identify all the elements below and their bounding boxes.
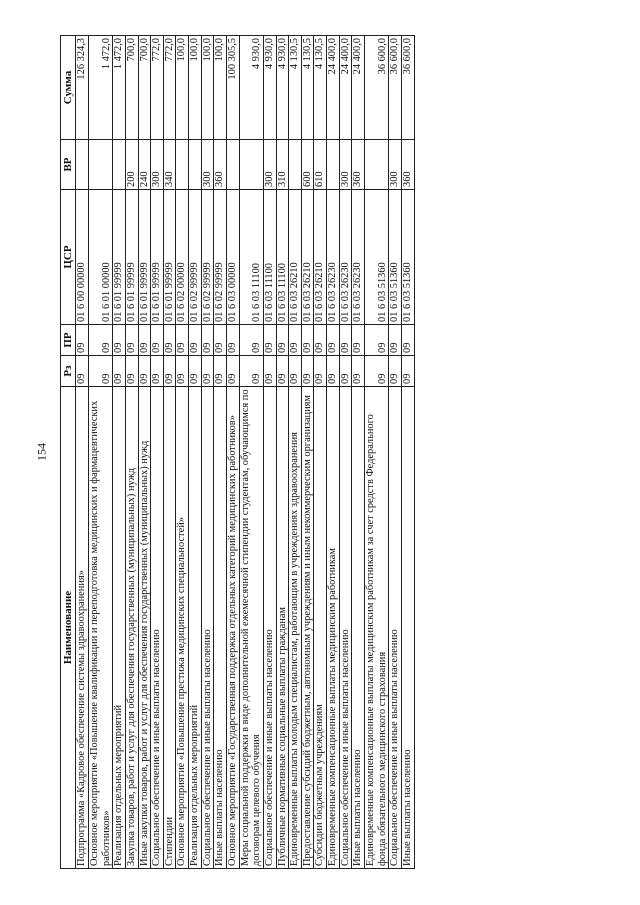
cell-vr: 300 (263, 140, 276, 190)
cell-csr: 01 6 03 51360 (365, 190, 389, 325)
table-row (389, 36, 402, 869)
table-row (151, 36, 164, 869)
cell-csr: 01 6 01 99999 (113, 190, 126, 325)
cell-name: Социальное обеспечение и иные выплаты населению (151, 387, 164, 869)
cell-csr: 01 6 01 00000 (88, 190, 112, 325)
cell-vr: 300 (339, 140, 352, 190)
table-row (176, 36, 189, 869)
cell-name: Иные выплаты населению (352, 387, 365, 869)
cell-name: Социальное обеспечение и иные выплаты населению (339, 387, 352, 869)
cell-pr: 09 (389, 325, 402, 356)
table-row (125, 36, 138, 869)
cell-vr (189, 140, 202, 190)
table-row (301, 36, 314, 869)
cell-vr: 610 (314, 140, 327, 190)
cell-rz: 09 (327, 356, 340, 387)
header-pr: ПР (61, 325, 76, 356)
cell-pr: 09 (163, 325, 176, 356)
cell-csr: 01 6 03 51360 (401, 190, 414, 325)
cell-name: Иные закупки товаров, работ и услуг для обеспечения государственных (муниципальных) нужд (138, 387, 151, 869)
cell-vr (113, 140, 126, 190)
cell-pr: 09 (263, 325, 276, 356)
cell-pr: 09 (125, 325, 138, 356)
cell-vr: 600 (301, 140, 314, 190)
table-stage (60, 36, 576, 869)
cell-sum: 100,0 (189, 36, 202, 140)
cell-rz: 09 (227, 356, 240, 387)
cell-name: Реализация отдельных мероприятий (113, 387, 126, 869)
table-row (113, 36, 126, 869)
cell-sum: 4 930,0 (263, 36, 276, 140)
cell-csr: 01 6 03 11100 (276, 190, 289, 325)
cell-csr: 01 6 01 99999 (125, 190, 138, 325)
cell-rz: 09 (314, 356, 327, 387)
cell-vr (76, 140, 89, 190)
cell-vr (289, 140, 302, 190)
cell-name: Единовременные компенсационные выплаты медицинским работникам (327, 387, 340, 869)
cell-rz: 09 (125, 356, 138, 387)
cell-sum: 36 600,0 (365, 36, 389, 140)
cell-sum: 4 930,0 (276, 36, 289, 140)
cell-name: Меры социальной поддержки в виде дополнительной ежемесячной стипендии студентам, обучающимся по договорам целевого обучения (239, 387, 263, 869)
cell-rz: 09 (88, 356, 112, 387)
cell-pr: 09 (189, 325, 202, 356)
cell-csr: 01 6 03 00000 (227, 190, 240, 325)
cell-csr: 01 6 03 11100 (263, 190, 276, 325)
cell-pr: 09 (289, 325, 302, 356)
cell-sum: 4 130,5 (314, 36, 327, 140)
cell-vr: 360 (214, 140, 227, 190)
cell-pr: 09 (88, 325, 112, 356)
cell-rz: 09 (163, 356, 176, 387)
cell-csr: 01 6 01 99999 (163, 190, 176, 325)
cell-sum: 4 930,0 (239, 36, 263, 140)
header-rz: Рз (61, 356, 76, 387)
header-csr: ЦСР (61, 190, 76, 325)
cell-name: Предоставление субсидий бюджетным, автономным учреждениям и иным некоммерческим организациям (301, 387, 314, 869)
cell-vr: 300 (151, 140, 164, 190)
cell-vr (365, 140, 389, 190)
cell-sum: 126 324,3 (76, 36, 89, 140)
cell-csr: 01 6 01 99999 (151, 190, 164, 325)
cell-name: Социальное обеспечение и иные выплаты населению (263, 387, 276, 869)
cell-name: Социальное обеспечение и иные выплаты населению (389, 387, 402, 869)
page-number: 154 (34, 443, 49, 461)
cell-sum: 24 400,0 (339, 36, 352, 140)
cell-vr: 360 (352, 140, 365, 190)
cell-pr: 09 (76, 325, 89, 356)
cell-sum: 700,0 (138, 36, 151, 140)
cell-name: Публичные нормативные социальные выплаты гражданам (276, 387, 289, 869)
cell-rz: 09 (76, 356, 89, 387)
cell-vr (239, 140, 263, 190)
cell-vr: 340 (163, 140, 176, 190)
cell-rz: 09 (389, 356, 402, 387)
table-row (327, 36, 340, 869)
cell-name: Основное мероприятие «Государственная поддержка отдельных категорий медицинских работников» (227, 387, 240, 869)
cell-pr: 09 (314, 325, 327, 356)
cell-name: Подпрограмма «Кадровое обеспечение системы здравоохранения» (76, 387, 89, 869)
table-row (189, 36, 202, 869)
cell-sum: 772,0 (151, 36, 164, 140)
cell-name: Единовременные компенсационные выплаты медицинским работникам за счет средств Федерального фонда обязательного медицинского страхования (365, 387, 389, 869)
cell-rz: 09 (201, 356, 214, 387)
cell-csr: 01 6 03 26210 (289, 190, 302, 325)
table-row (263, 36, 276, 869)
cell-name: Реализация отдельных мероприятий (189, 387, 202, 869)
cell-sum: 100,0 (201, 36, 214, 140)
table-row (339, 36, 352, 869)
cell-csr: 01 6 03 26210 (314, 190, 327, 325)
table-row (138, 36, 151, 869)
cell-sum: 772,0 (163, 36, 176, 140)
cell-pr: 09 (151, 325, 164, 356)
cell-csr: 01 6 03 26230 (339, 190, 352, 325)
cell-csr: 01 6 03 11100 (239, 190, 263, 325)
cell-pr: 09 (176, 325, 189, 356)
cell-pr: 09 (239, 325, 263, 356)
cell-pr: 09 (339, 325, 352, 356)
cell-csr: 01 6 03 26230 (352, 190, 365, 325)
table-row (352, 36, 365, 869)
cell-pr: 09 (214, 325, 227, 356)
cell-rz: 09 (289, 356, 302, 387)
cell-pr: 09 (113, 325, 126, 356)
cell-rz: 09 (365, 356, 389, 387)
cell-rz: 09 (138, 356, 151, 387)
cell-csr: 01 6 02 99999 (214, 190, 227, 325)
cell-vr (88, 140, 112, 190)
cell-name: Основное мероприятие «Повышение квалификации и переподготовка медицинских и фармацевтических работников» (88, 387, 112, 869)
cell-name: Иные выплаты населению (214, 387, 227, 869)
cell-csr: 01 6 02 00000 (176, 190, 189, 325)
cell-rz: 09 (339, 356, 352, 387)
header-vr: ВР (61, 140, 76, 190)
cell-rz: 09 (151, 356, 164, 387)
cell-vr (176, 140, 189, 190)
cell-sum: 4 130,5 (289, 36, 302, 140)
cell-pr: 09 (301, 325, 314, 356)
cell-sum: 24 400,0 (327, 36, 340, 140)
table-row (214, 36, 227, 869)
cell-sum: 700,0 (125, 36, 138, 140)
cell-pr: 09 (227, 325, 240, 356)
cell-vr: 240 (138, 140, 151, 190)
cell-vr: 310 (276, 140, 289, 190)
cell-sum: 1 472,0 (88, 36, 112, 140)
cell-sum: 24 400,0 (352, 36, 365, 140)
rotated-page-content (60, 36, 576, 869)
cell-vr (327, 140, 340, 190)
table-row (163, 36, 176, 869)
header-name: Наименование (61, 387, 76, 869)
table-row (239, 36, 263, 869)
table-row (76, 36, 89, 869)
cell-rz: 09 (113, 356, 126, 387)
cell-pr: 09 (327, 325, 340, 356)
cell-csr: 01 6 02 99999 (189, 190, 202, 325)
table-row (276, 36, 289, 869)
cell-rz: 09 (301, 356, 314, 387)
cell-name: Субсидии бюджетным учреждениям (314, 387, 327, 869)
table-row (401, 36, 414, 869)
cell-name: Основное мероприятие «Повышение престижа медицинских специальностей» (176, 387, 189, 869)
table-body (76, 36, 414, 869)
table-row (365, 36, 389, 869)
cell-pr: 09 (276, 325, 289, 356)
cell-sum: 1 472,0 (113, 36, 126, 140)
cell-pr: 09 (138, 325, 151, 356)
cell-pr: 09 (401, 325, 414, 356)
cell-sum: 36 600,0 (401, 36, 414, 140)
cell-csr: 01 6 02 99999 (201, 190, 214, 325)
cell-name: Закупка товаров, работ и услуг для обеспечения государственных (муниципальных) нужд (125, 387, 138, 869)
cell-vr (227, 140, 240, 190)
cell-rz: 09 (176, 356, 189, 387)
cell-sum: 100,0 (214, 36, 227, 140)
cell-rz: 09 (214, 356, 227, 387)
cell-rz: 09 (352, 356, 365, 387)
cell-sum: 36 600,0 (389, 36, 402, 140)
cell-rz: 09 (189, 356, 202, 387)
cell-vr: 300 (389, 140, 402, 190)
cell-csr: 01 6 01 99999 (138, 190, 151, 325)
cell-name: Единовременные выплаты молодым специалистам, работающим в учреждениях здравоохранения (289, 387, 302, 869)
cell-rz: 09 (263, 356, 276, 387)
cell-pr: 09 (201, 325, 214, 356)
cell-name: Иные выплаты населению (401, 387, 414, 869)
cell-sum: 4 130,5 (301, 36, 314, 140)
cell-csr: 01 6 00 00000 (76, 190, 89, 325)
cell-rz: 09 (276, 356, 289, 387)
cell-csr: 01 6 03 26230 (327, 190, 340, 325)
cell-vr: 300 (201, 140, 214, 190)
table-row (289, 36, 302, 869)
cell-csr: 01 6 03 51360 (389, 190, 402, 325)
table-header-row (61, 36, 76, 869)
cell-rz: 09 (239, 356, 263, 387)
cell-vr: 200 (125, 140, 138, 190)
cell-name: Стипендии (163, 387, 176, 869)
table-row (201, 36, 214, 869)
cell-pr: 09 (365, 325, 389, 356)
header-sum: Сумма (61, 36, 76, 140)
table-row (88, 36, 112, 869)
cell-sum: 100 305,5 (227, 36, 240, 140)
cell-rz: 09 (401, 356, 414, 387)
cell-sum: 100,0 (176, 36, 189, 140)
cell-csr: 01 6 03 26210 (301, 190, 314, 325)
cell-vr: 360 (401, 140, 414, 190)
cell-name: Социальное обеспечение и иные выплаты населению (201, 387, 214, 869)
table-row (314, 36, 327, 869)
cell-pr: 09 (352, 325, 365, 356)
table-row (227, 36, 240, 869)
budget-table (60, 35, 415, 869)
